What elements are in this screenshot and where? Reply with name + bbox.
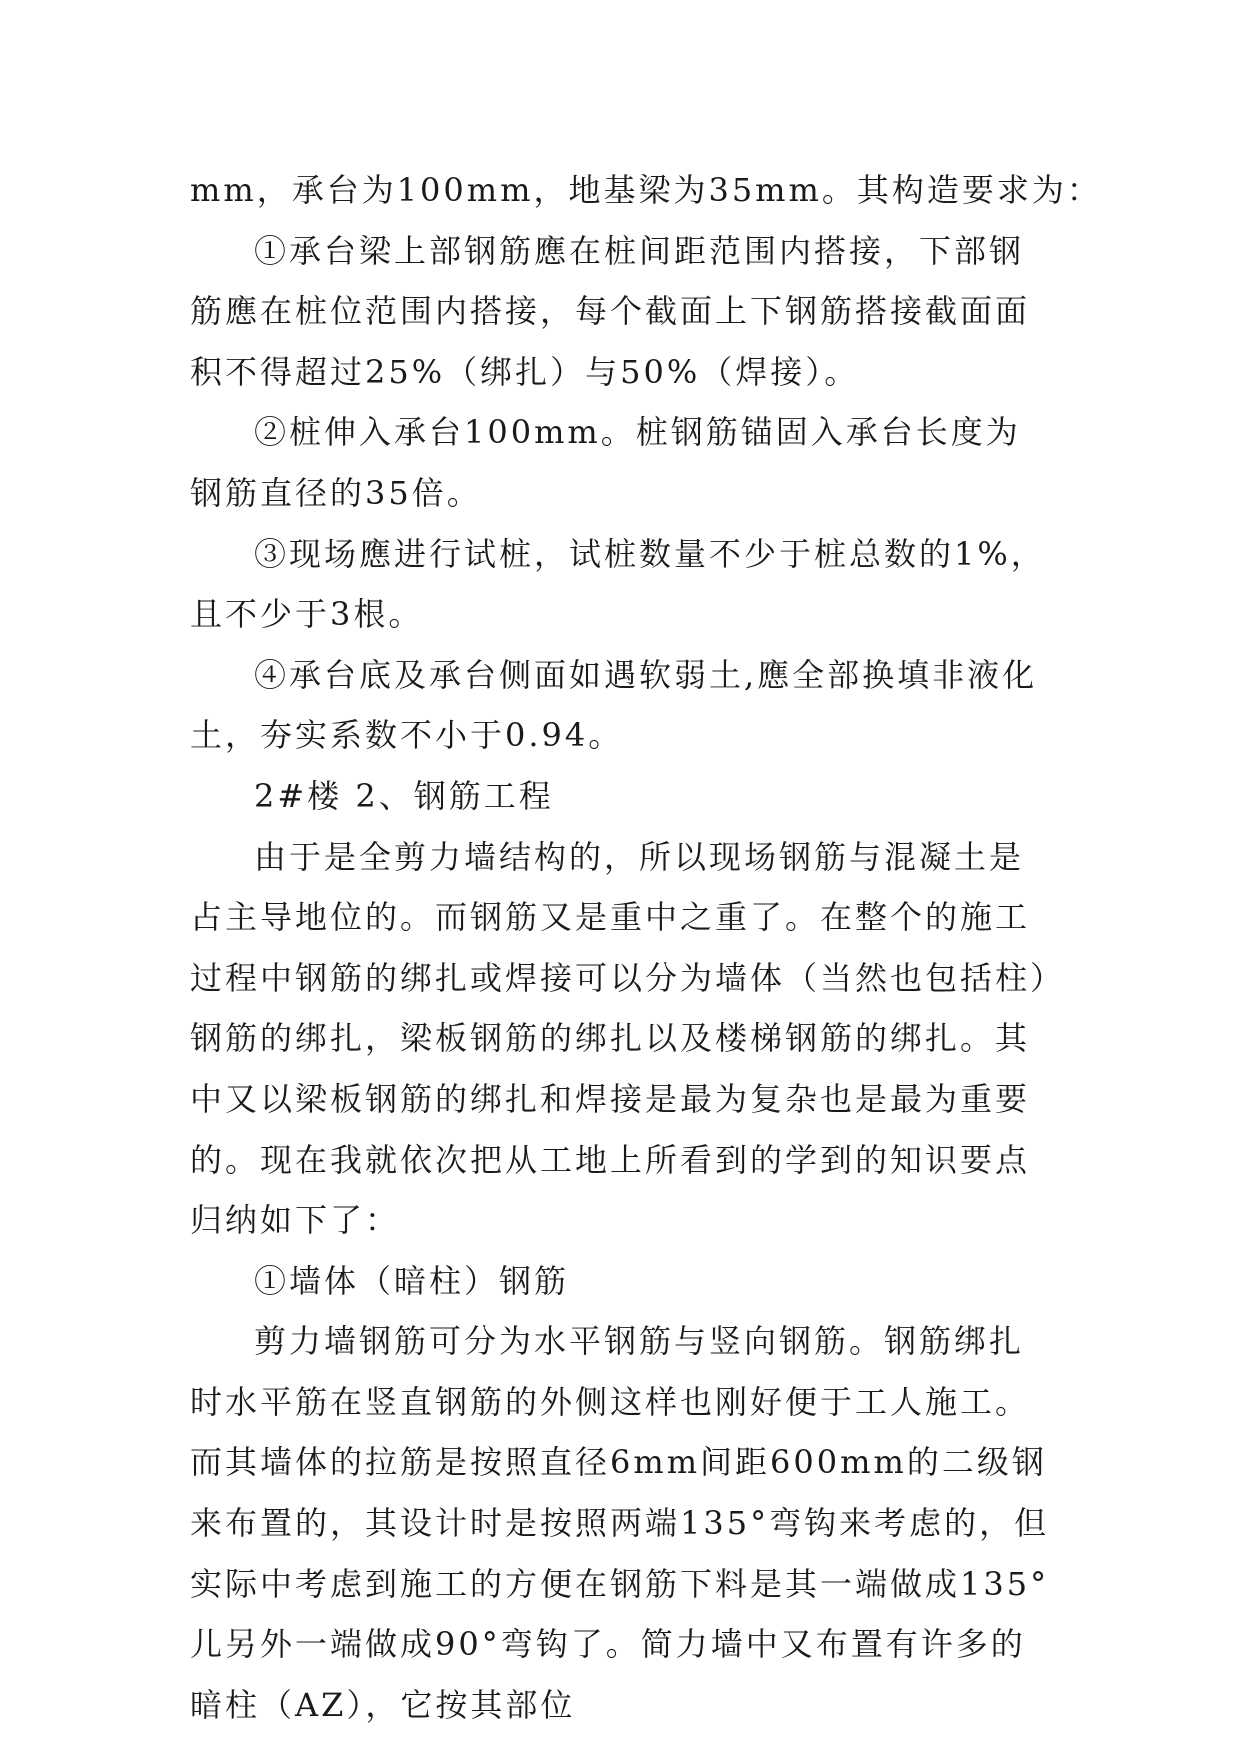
paragraph-item-3: ③现场應进行试桩，试桩数量不少于桩总数的1%，且不少于3根。	[190, 534, 1046, 634]
paragraph-item-4: ④承台底及承台侧面如遇软弱土,應全部换填非液化土，夯实系数不小于0.94。	[190, 655, 1038, 755]
paragraph-continuation: mm，承台为100mm，地基梁为35mm。其构造要求为：	[190, 171, 1102, 209]
document-body	[190, 160, 1102, 1735]
paragraph-item-1: ①承台梁上部钢筋應在桩间距范围内搭接，下部钢筋應在桩位范围内搭接，每个截面上下钢筋搭接截面面积不得超过25%（绑扎）与50%（焊接）。	[190, 231, 1031, 391]
paragraph-intro: 由于是全剪力墙结构的，所以现场钢筋与混凝土是占主导地位的。而钢筋又是重中之重了。在整个的施工过程中钢筋的绑扎或焊接可以分为墙体（当然也包括柱）钢筋的绑扎，梁板钢筋的绑扎以及楼梯钢筋的绑扎。其中又以梁板钢筋的绑扎和焊接是最为复杂也是最为重要的。现在我就依次把从工地上所看到的学到的知识要点归纳如下了：	[190, 837, 1050, 1240]
paragraph-item-2: ②桩伸入承台100mm。桩钢筋锚固入承台长度为钢筋直径的35倍。	[190, 413, 1021, 512]
subsection-heading: ①墙体（暗柱）钢筋	[254, 1261, 570, 1300]
section-heading: 2#楼 2、钢筋工程	[254, 776, 554, 815]
paragraph-wall-rebar: 剪力墙钢筋可分为水平钢筋与竖向钢筋。钢筋绑扎时水平筋在竖直钢筋的外侧这样也刚好便于工人施工。而其墙体的拉筋是按照直径6mm间距600mm的二级钢来布置的，其设计时是按照两端135°弯钩来考虑的，但实际中考虑到施工的方便在钢筋下料是其一端做成135°儿另外一端做成90°弯钩了。简力墙中又布置有许多的暗柱（AZ），它按其部位	[190, 1322, 1050, 1724]
